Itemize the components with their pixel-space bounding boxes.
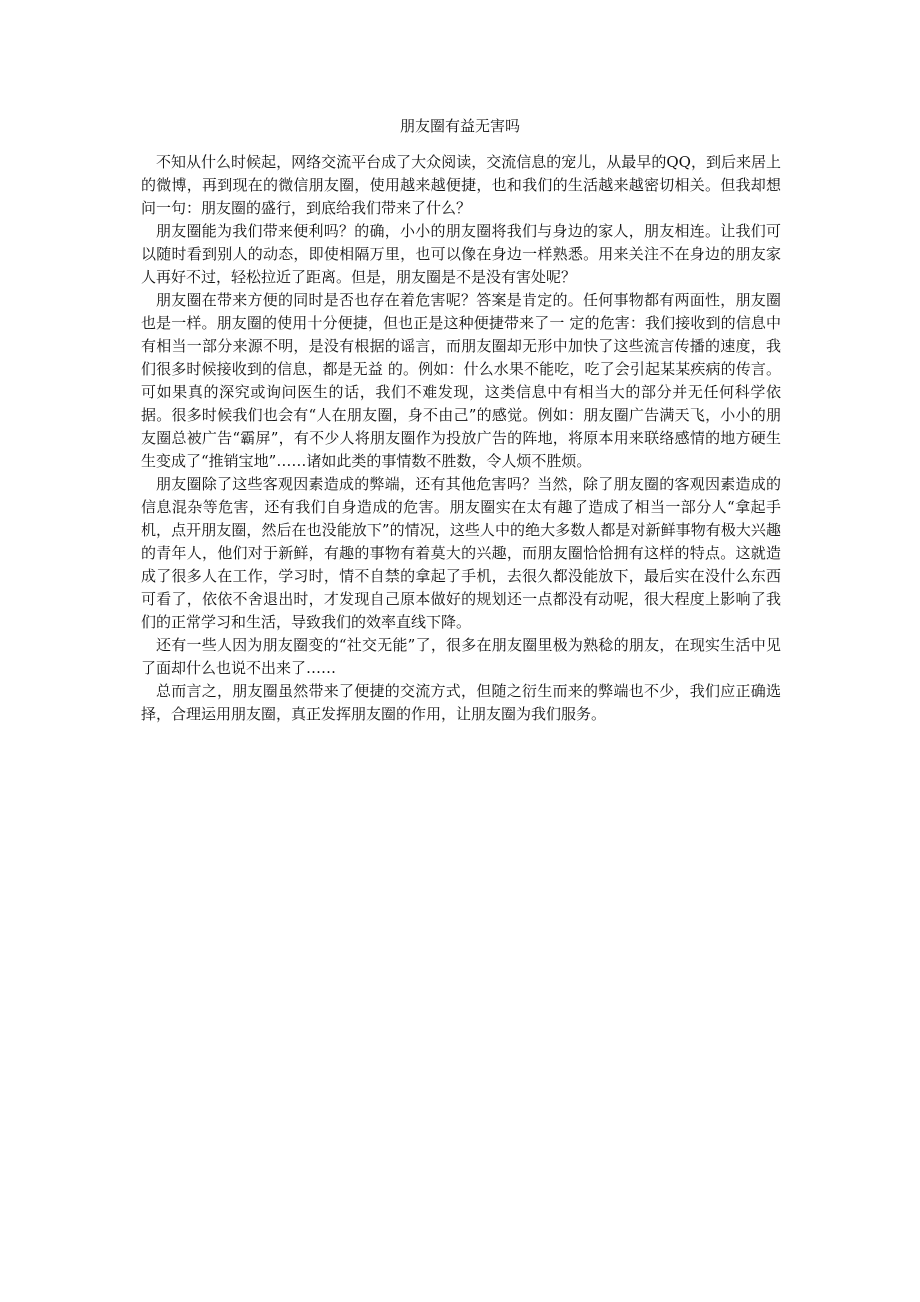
paragraph-4: 朋友圈除了这些客观因素造成的弊端，还有其他危害吗？当然，除了朋友圈的客观因素造成的信息混杂等危害，还有我们自身造成的危害。朋友圈实在太有趣了造成了相当一部分人“拿起手机，点开朋友圈，然后在也没能放下”的情况，这些人中的绝大多数人都是对新鲜事物有极大兴趣的青年人，他们对于新鲜，有趣的事物有着莫大的兴趣，而朋友圈恰恰拥有这样的特点。这就造成了很多人在工作，学习时，情不自禁的拿起了手机，去很久都没能放下，最后实在没什么东西可看了，依依不舍退出时，才发现自己原本做好的规划还一点都没有动呢，很大程度上影响了我们的正常学习和生活，导致我们的效率直线下降。 bbox=[141, 475, 781, 631]
paragraph-3: 朋友圈在带来方便的同时是否也存在着危害呢？答案是肯定的。任何事物都有两面性，朋友圈也是一样。朋友圈的使用十分便捷，但也正是这种便捷带来了一 定的危害：我们接收到的信息中有相当一部分来源不明，是没有根据的谣言，而朋友圈却无形中加快了这些流言传播的速度，我们很多时候接收到的信息，都是无益 的。例如：什么水果不能吃，吃了会引起某某疾病的传言。可如果真的深究或询问医生的话，我们不难发现，这类信息中有相当大的部分并无任何科学依据。很多时候我们也会有“人在朋友圈，身不由己”的感觉。例如：朋友圈广告满天飞，小小的朋友圈总被广告“霸屏”，有不少人将朋友圈作为投放广告的阵地，将原本用来联络感情的地方硬生生变成了“推销宝地”……诸如此类的事情数不胜数，令人烦不胜烦。 bbox=[141, 291, 781, 470]
document-body bbox=[141, 151, 781, 726]
paragraph-5: 还有一些人因为朋友圈变的“社交无能”了，很多在朋友圈里极为熟稔的朋友，在现实生活中见了面却什么也说不出来了…… bbox=[141, 636, 781, 677]
paragraph-2: 朋友圈能为我们带来便利吗？的确，小小的朋友圈将我们与身边的家人，朋友相连。让我们可以随时看到别人的动态，即使相隔万里，也可以像在身边一样熟悉。用来关注不在身边的朋友家人再好不过，轻松拉近了距离。但是，朋友圈是不是没有害处呢？ bbox=[141, 222, 781, 286]
paragraph-6: 总而言之，朋友圈虽然带来了便捷的交流方式，但随之衍生而来的弊端也不少，我们应正确选择，合理运用朋友圈，真正发挥朋友圈的作用，让朋友圈为我们服务。 bbox=[141, 682, 781, 723]
paragraph-1: 不知从什么时候起，网络交流平台成了大众阅读，交流信息的宠儿，从最早的QQ，到后来居上的微博，再到现在的微信朋友圈，使用越来越便捷，也和我们的生活越来越密切相关。但我却想问一句：朋友圈的盛行，到底给我们带来了什么？ bbox=[141, 153, 781, 217]
document-title: 朋友圈有益无害吗 bbox=[399, 117, 520, 135]
